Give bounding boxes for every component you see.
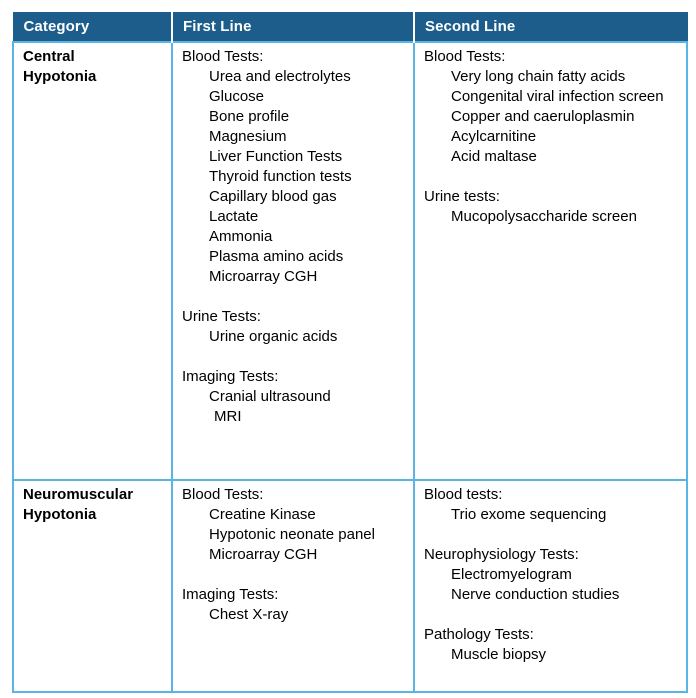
test-group-urine [424,187,678,227]
test-group-pathology [424,625,678,665]
list-item: Very long chain fatty acids [451,68,626,85]
header-first-line: First Line [172,12,414,42]
group-title: Blood tests: [424,486,503,503]
list-item: Microarray CGH [209,546,318,563]
group-title: Blood Tests: [182,486,264,503]
list-item: Electromyelogram [451,566,572,583]
list-item: Copper and caeruloplasmin [451,108,635,125]
list-item: Glucose [209,88,265,105]
list-item: Magnesium [209,128,287,145]
first-line-cell [172,42,414,480]
category-cell [13,42,172,480]
list-item: Plasma amino acids [209,248,344,265]
group-title: Imaging Tests: [182,368,279,385]
test-group-blood [182,485,405,565]
second-line-cell [414,480,687,692]
list-item: Mucopolysaccharide screen [451,208,637,225]
list-item: Thyroid function tests [209,168,352,185]
list-item: MRI [214,408,242,425]
list-item: Nerve conduction studies [451,586,620,603]
category-label-line2: Hypotonia [23,506,97,523]
group-title: Blood Tests: [182,48,264,65]
header-second-line: Second Line [414,12,687,42]
table-row-central-hypotonia [13,42,687,480]
table-row-neuromuscular-hypotonia [13,480,687,692]
header-category: Category [13,12,172,42]
test-group-blood [182,47,405,287]
list-item: Acylcarnitine [451,128,537,145]
table-header [13,12,687,42]
list-item: Urea and electrolytes [209,68,351,85]
category-label-line1: Neuromuscular [23,486,134,503]
list-item: Lactate [209,208,259,225]
list-item: Muscle biopsy [451,646,547,663]
group-title: Pathology Tests: [424,626,534,643]
list-item: Trio exome sequencing [451,506,607,523]
test-group-neurophysiology [424,545,678,605]
second-line-cell [414,42,687,480]
category-label-line1: Central [23,48,75,65]
category-label-line2: Hypotonia [23,68,97,85]
group-title: Blood Tests: [424,48,506,65]
test-group-imaging [182,367,405,427]
category-cell [13,480,172,692]
first-line-cell [172,480,414,692]
group-title: Neurophysiology Tests: [424,546,579,563]
group-title: Imaging Tests: [182,586,279,603]
header-row [13,12,687,42]
investigations-table [12,12,688,693]
list-item: Bone profile [209,108,290,125]
list-item: Ammonia [209,228,273,245]
list-item: Urine organic acids [209,328,338,345]
test-group-imaging [182,585,405,625]
list-item: Acid maltase [451,148,537,165]
list-item: Microarray CGH [209,268,318,285]
list-item: Congenital viral infection screen [451,88,664,105]
test-group-blood [424,485,678,525]
list-item: Capillary blood gas [209,188,337,205]
list-item: Hypotonic neonate panel [209,526,375,543]
list-item: Liver Function Tests [209,148,343,165]
test-group-blood [424,47,678,167]
test-group-urine [182,307,405,347]
list-item: Chest X-ray [209,606,289,623]
list-item: Creatine Kinase [209,506,316,523]
group-title: Urine tests: [424,188,500,205]
list-item: Cranial ultrasound [209,388,331,405]
group-title: Urine Tests: [182,308,261,325]
